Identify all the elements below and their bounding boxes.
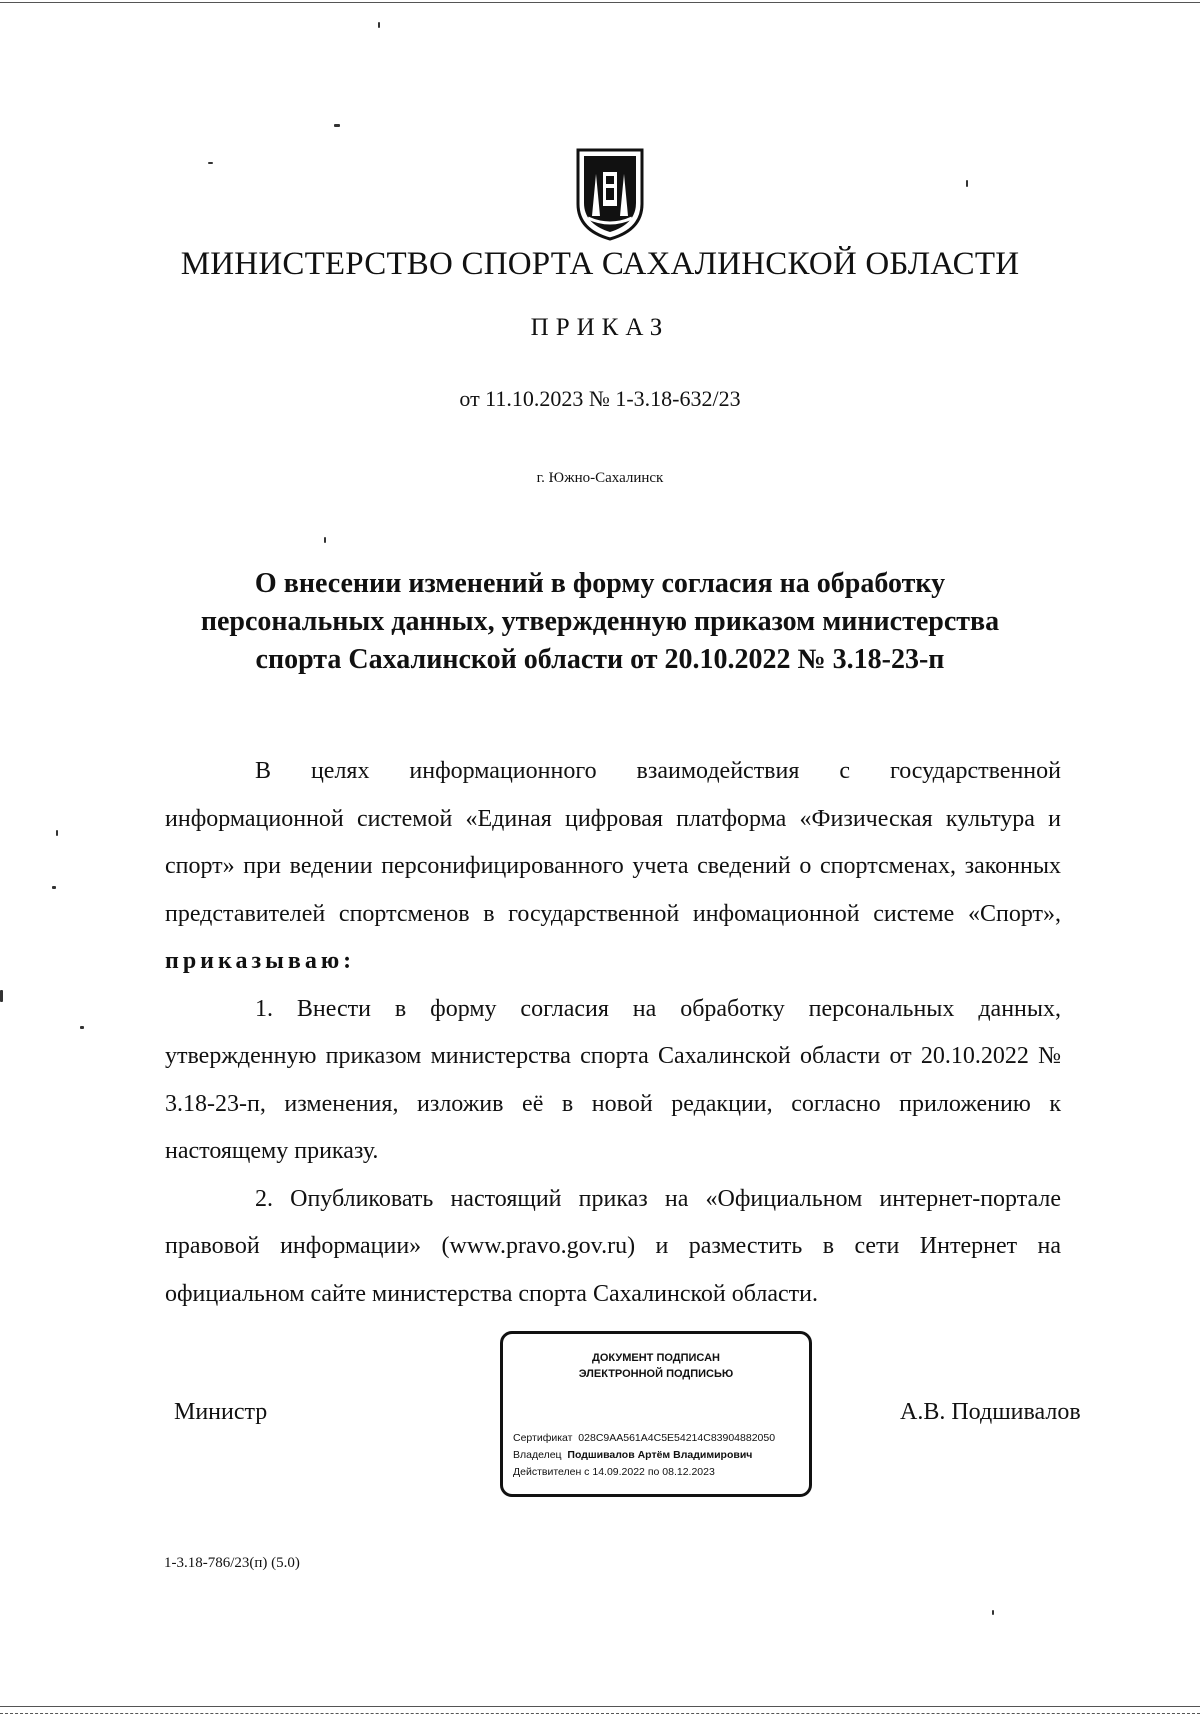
preamble-text: В целях информационного взаимодействия с государственной информационной системой «Единая цифровая платформа «Физическая культура и спорт» при ведении персонифицированного учета сведений о спортсменах, законных представителей спортсменов в государственной инфомационной системе «Спорт», xyxy=(165,758,1061,927)
stamp-title xyxy=(503,1350,809,1382)
scan-speck xyxy=(208,162,213,164)
scan-speck xyxy=(992,1610,994,1615)
signer-name: А.В. Подшивалов xyxy=(900,1399,1081,1425)
stamp-title-line: ДОКУМЕНТ ПОДПИСАН xyxy=(592,1352,720,1364)
order-item: 1. Внести в форму согласия на обработку персональных данных, утвержденную приказом министерства спорта Сахалинской области от 20.10.2022 № 3.18-23-п, изменения, изложив её в новой редакции, согласно приложению к настоящему приказу. xyxy=(165,995,1061,1164)
owner-line xyxy=(513,1447,809,1464)
document-type: ПРИКАЗ xyxy=(530,314,670,341)
registration-number: 1-3.18-786/23(п) (5.0) xyxy=(164,1555,300,1571)
scan-speck xyxy=(334,124,340,127)
owner-label: Владелец xyxy=(513,1449,562,1461)
scan-speck xyxy=(966,180,968,187)
heading-line: спорта Сахалинской области от 20.10.2022 № 3.18-23-п xyxy=(255,644,945,675)
order-body xyxy=(165,748,1061,1318)
order-date-number: от 11.10.2023 № 1-3.18-632/23 xyxy=(459,386,741,411)
scan-speck xyxy=(0,990,3,1002)
owner-value: Подшивалов Артём Владимирович xyxy=(567,1449,753,1461)
heading-line: персональных данных, утвержденную приказом министерства xyxy=(200,606,1000,637)
scan-speck xyxy=(56,830,58,836)
city: г. Южно-Сахалинск xyxy=(536,470,664,486)
certificate-label: Сертификат xyxy=(513,1432,573,1444)
scan-edge-line xyxy=(0,1706,1200,1707)
scan-speck xyxy=(52,886,56,889)
scan-speck xyxy=(80,1026,84,1029)
scan-speck xyxy=(324,537,326,543)
scan-speck xyxy=(378,22,380,28)
heading-line: О внесении изменений в форму согласия на обработку xyxy=(254,568,946,599)
stamp-details xyxy=(513,1430,809,1481)
scan-edge-line xyxy=(0,1713,1200,1714)
validity-line: Действителен с 14.09.2022 по 08.12.2023 xyxy=(513,1466,715,1478)
signer-position: Министр xyxy=(174,1399,268,1425)
order-heading xyxy=(150,565,1050,679)
order-verb: приказываю: xyxy=(165,948,356,974)
order-item: 2. Опубликовать настоящий приказ на «Официальном интернет-портале правовой информации» (www.pravo.gov.ru) и разместить в сети Интернет на официальном сайте министерства спорта Сахалинской области. xyxy=(165,1185,1061,1307)
scan-edge-line xyxy=(0,2,1200,3)
certificate-line xyxy=(513,1430,809,1447)
preamble-paragraph xyxy=(165,748,1061,986)
certificate-value: 028C9AA561A4C5E54214C83904882050 xyxy=(578,1432,776,1444)
sakhalin-coat-of-arms-icon xyxy=(572,146,648,242)
ministry-name: МИНИСТЕРСТВО СПОРТА САХАЛИНСКОЙ ОБЛАСТИ xyxy=(180,246,1020,282)
stamp-title-line: ЭЛЕКТРОННОЙ ПОДПИСЬЮ xyxy=(578,1368,734,1380)
electronic-signature-stamp xyxy=(500,1331,812,1497)
